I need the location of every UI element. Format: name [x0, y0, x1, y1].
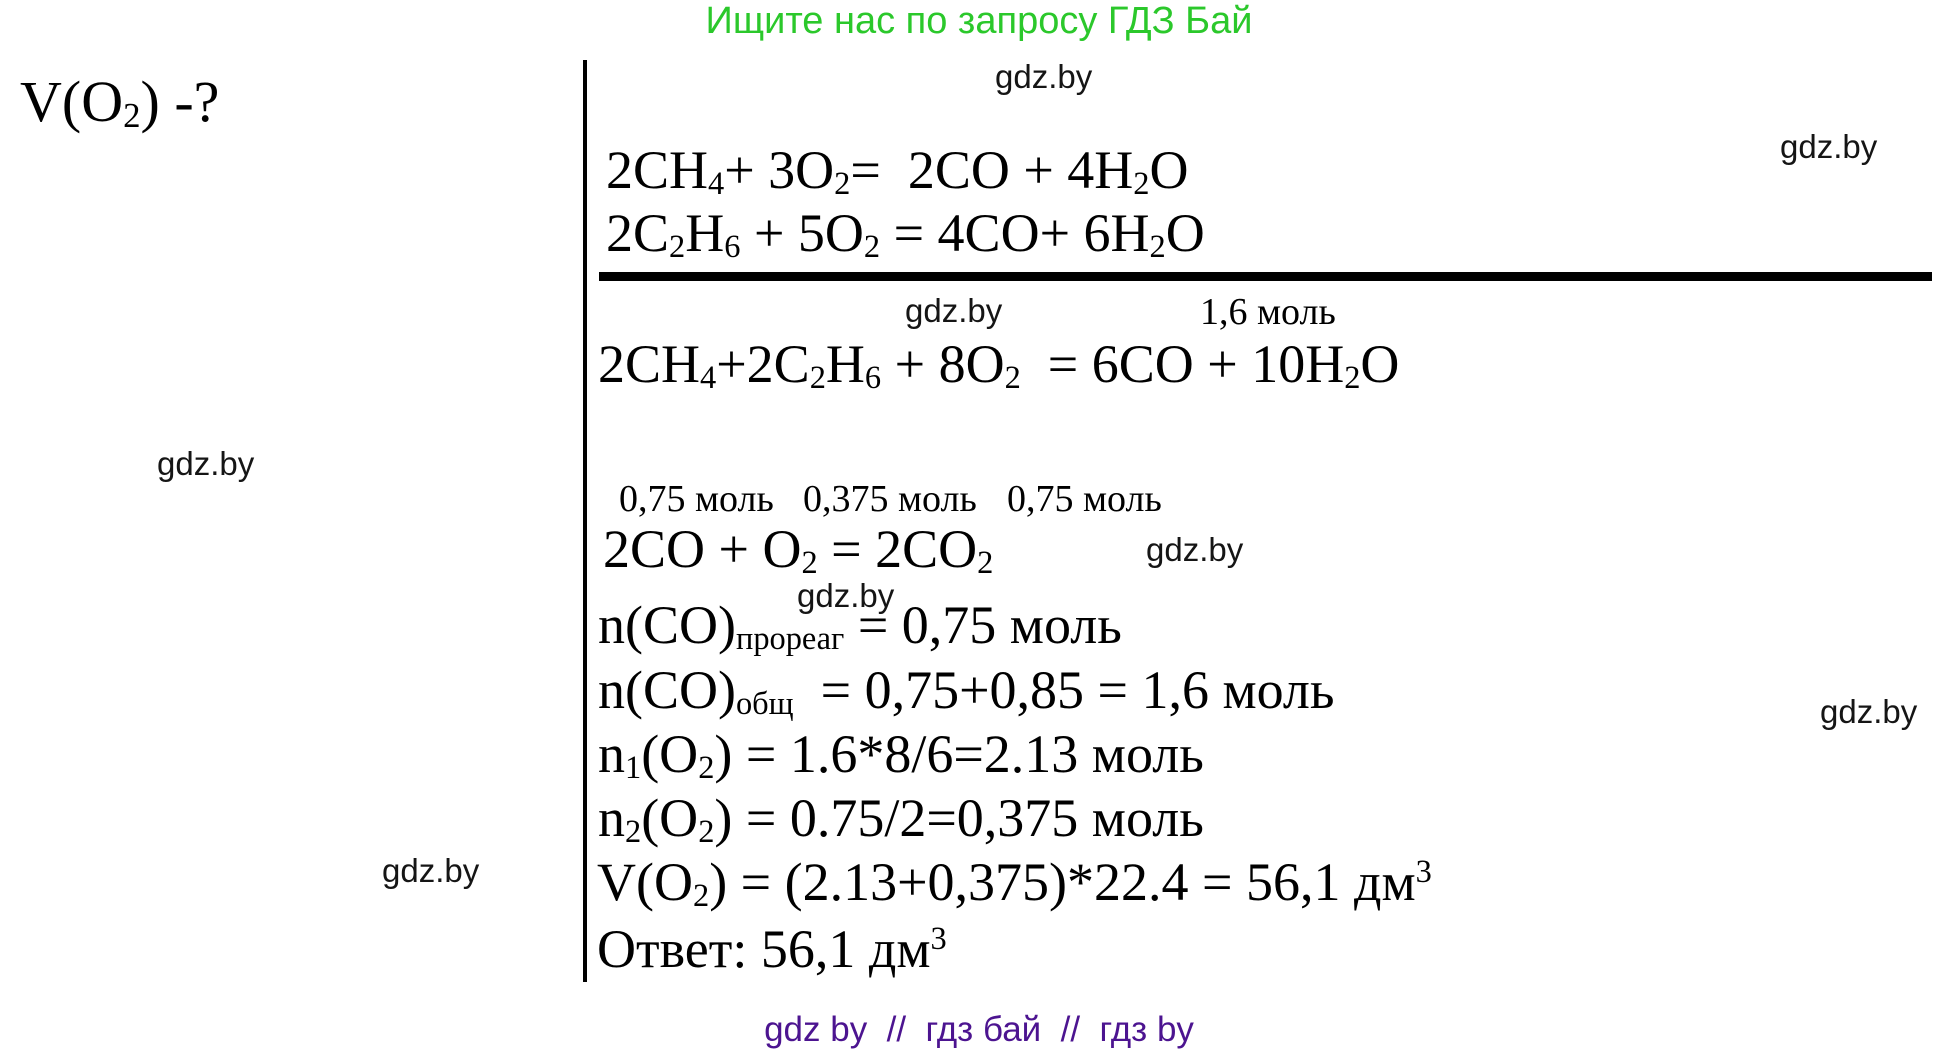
line-n-co-reacted: $n(CO)_{прореаг} = 0,75$ моль: [598, 595, 1122, 657]
mole-label-co2: 0,75 моль: [1007, 478, 1162, 520]
line-n-co-total: $n(CO)_{общ} = 0,75+0,85 = 1,6$ моль: [598, 660, 1335, 722]
problem-find-text: $V(O_2)$ -?: [20, 69, 220, 136]
watermark-top-center: gdz.by: [995, 58, 1093, 95]
mole-label-co: 0,75 моль: [619, 478, 774, 520]
footer-watermark: gdz by // гдз бай // гдз by: [764, 1010, 1194, 1049]
vertical-divider-line: [583, 60, 587, 982]
equation-methane-combustion: $2CH_4+ 3O_2= 2CO + 4H_2O$: [606, 140, 1189, 202]
equation-summed: $2CH_4+2C_2H_6 + 8O_2 = 6CO + 10H_2O$: [598, 334, 1400, 396]
answer-line: Ответ: 56,1 $дм^3$: [597, 919, 947, 979]
watermark-middle-right: gdz.by: [1820, 693, 1918, 730]
mole-label-co-total: 1,6 моль: [1200, 291, 1336, 333]
watermark-left-lower: gdz.by: [382, 852, 480, 889]
watermark-left-upper: gdz.by: [157, 445, 255, 482]
mole-label-o2: 0,375 моль: [803, 478, 977, 520]
promo-header: Ищите нас по запросу ГДЗ Бай: [705, 0, 1253, 42]
line-n2-o2: $n_2(O_2) = 0.75/2=0,375$ моль: [598, 788, 1204, 850]
line-n1-o2: $n_1(O_2) = 1.6*8/6=2.13$ моль: [598, 724, 1204, 786]
watermark-above-n-reacted: gdz.by: [797, 577, 895, 614]
line-volume-o2: $V(O_2) = (2.13+0,375)*22.4 = 56,1$ $дм^3$: [597, 852, 1432, 914]
equation-co-oxidation: $2CO + O_2 = 2CO_2$: [603, 519, 994, 581]
equation-ethane-combustion: $2C_2H_6 + 5O_2 = 4CO+ 6H_2O$: [606, 203, 1205, 265]
watermark-above-sum-equation: gdz.by: [905, 292, 1003, 329]
watermark-right-of-co2-equation: gdz.by: [1146, 531, 1244, 568]
watermark-top-right: gdz.by: [1780, 128, 1878, 165]
equation-sum-rule: [599, 272, 1932, 281]
